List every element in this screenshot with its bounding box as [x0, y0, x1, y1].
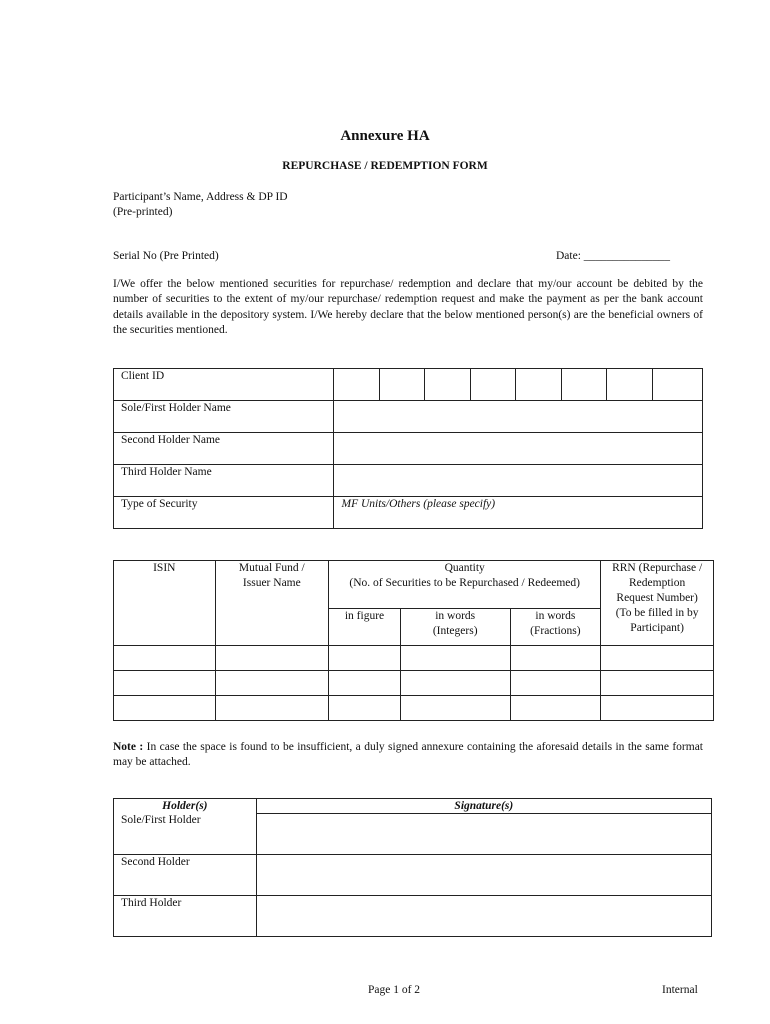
sole-holder-label: Sole/First Holder Name: [114, 401, 334, 433]
sole-first-holder-signature[interactable]: [256, 814, 711, 855]
sole-first-holder-label: Sole/First Holder: [114, 814, 257, 855]
client-details-table: [113, 368, 703, 529]
participant-line2: (Pre-printed): [113, 206, 173, 218]
client-id-box[interactable]: [470, 369, 515, 401]
words-frac-cell[interactable]: [510, 646, 601, 671]
holders-header: Holder(s): [114, 799, 257, 814]
date-field[interactable]: Date: _______________: [556, 250, 671, 262]
declaration-paragraph: I/We offer the below mentioned securities for repurchase/ redemption and declare that my/our account be debited by the number of securities to the extent of my/our repurchase/ redemption request and make the payment as per the bank account details available in the depository system. I/We hereby declare that the below mentioned person(s) are the beneficial owners of the securities mentioned.: [113, 278, 703, 336]
words-frac-cell[interactable]: [510, 671, 601, 696]
figure-cell[interactable]: [329, 671, 401, 696]
third-holder-signature[interactable]: [256, 895, 711, 936]
table-row: [114, 646, 714, 671]
second-holder-field[interactable]: [334, 433, 703, 465]
client-id-box[interactable]: [334, 369, 379, 401]
form-title: REPURCHASE / REDEMPTION FORM: [282, 160, 488, 172]
client-id-box[interactable]: [561, 369, 606, 401]
rrn-cell[interactable]: [601, 646, 714, 671]
issuer-cell[interactable]: [215, 671, 329, 696]
quantity-header: Quantity (No. of Securities to be Repurchased / Redeemed): [329, 561, 601, 609]
second-holder-signature[interactable]: [256, 854, 711, 895]
isin-cell[interactable]: [114, 696, 216, 721]
client-id-box[interactable]: [516, 369, 561, 401]
signatures-header: Signature(s): [256, 799, 711, 814]
sole-holder-field[interactable]: [334, 401, 703, 433]
in-words-integers-header: in words (Integers): [400, 609, 510, 646]
isin-cell[interactable]: [114, 646, 216, 671]
note-paragraph: [113, 740, 703, 771]
note-text: In case the space is found to be insufficient, a duly signed annexure containing the aforesaid details in the same format may be attached.: [113, 741, 703, 769]
type-of-security-field[interactable]: MF Units/Others (please specify): [334, 497, 703, 529]
rrn-cell[interactable]: [601, 671, 714, 696]
page-number: Page 1 of 2: [368, 984, 421, 996]
securities-table: [113, 560, 714, 721]
client-id-box[interactable]: [379, 369, 424, 401]
second-holder-sig-label: Second Holder: [114, 854, 257, 895]
signature-table: [113, 798, 712, 937]
rrn-cell[interactable]: [601, 696, 714, 721]
note-label: Note :: [113, 741, 144, 753]
table-row: [114, 671, 714, 696]
in-figure-header: in figure: [329, 609, 401, 646]
figure-cell[interactable]: [329, 646, 401, 671]
words-int-cell[interactable]: [400, 696, 510, 721]
third-holder-label: Third Holder Name: [114, 465, 334, 497]
isin-header: ISIN: [114, 561, 216, 646]
serial-number-label: Serial No (Pre Printed): [113, 250, 219, 262]
issuer-cell[interactable]: [215, 646, 329, 671]
client-id-box[interactable]: [607, 369, 652, 401]
second-holder-label: Second Holder Name: [114, 433, 334, 465]
words-int-cell[interactable]: [400, 646, 510, 671]
third-holder-field[interactable]: [334, 465, 703, 497]
in-words-fractions-header: in words (Fractions): [510, 609, 601, 646]
isin-cell[interactable]: [114, 671, 216, 696]
participant-line1: Participant’s Name, Address & DP ID: [113, 191, 288, 203]
rrn-header: RRN (Repurchase / Redemption Request Number) (To be filled in by Participant): [601, 561, 714, 646]
classification-label: Internal: [662, 984, 698, 996]
client-id-box[interactable]: [425, 369, 470, 401]
client-id-label: Client ID: [114, 369, 334, 401]
figure-cell[interactable]: [329, 696, 401, 721]
table-row: [114, 696, 714, 721]
mutual-fund-header: Mutual Fund / Issuer Name: [215, 561, 329, 646]
words-int-cell[interactable]: [400, 671, 510, 696]
third-holder-sig-label: Third Holder: [114, 895, 257, 936]
type-of-security-label: Type of Security: [114, 497, 334, 529]
annexure-title: Annexure HA: [340, 128, 430, 144]
words-frac-cell[interactable]: [510, 696, 601, 721]
issuer-cell[interactable]: [215, 696, 329, 721]
client-id-box[interactable]: [652, 369, 702, 401]
